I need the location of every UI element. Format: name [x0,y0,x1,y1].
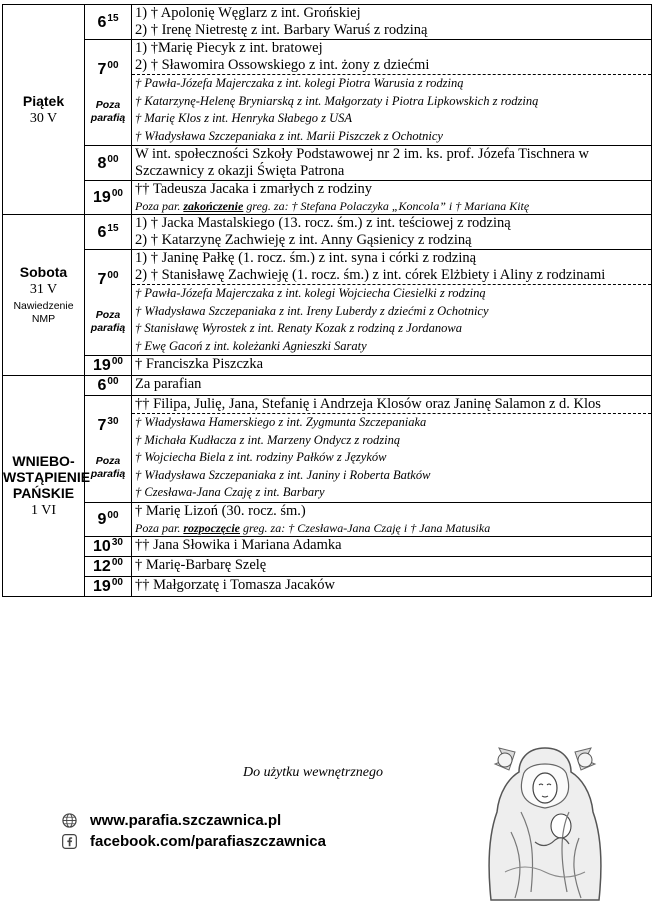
day-name: WNIEBO-WSTĄPIENIE PAŃSKIE [3,452,91,501]
mass-time-cell [85,502,132,536]
mass-time-cell [85,146,132,181]
mass-time-hour: 8 [97,154,107,172]
intention-line: 2) † Katarzynę Zachwieję z int. Anny Gąsienicy z rodziną [135,232,472,248]
intention-line: †† Tadeusza Jacaka i zmarłych z rodziny [135,181,373,197]
poza-parafia-item: † Pawła-Józefa Majerczaka z int. kolegi Piotra Warusia z rodziną [135,76,464,90]
mass-time-hour: 19 [93,189,111,206]
intention-line: Za parafian [135,376,202,392]
intentions-cell [132,556,652,576]
mass-time [97,61,118,78]
mass-time [97,14,118,31]
schedule-row [3,5,652,40]
poza-parafia-item: † Władysława Szczepaniaka z int. Ireny Luberdy z dziećmi z Ochotnicy [135,303,489,318]
facebook-link[interactable] [62,833,326,850]
poza-parafia-list [132,413,651,502]
mass-time [97,511,118,528]
mass-time-hour: 19 [93,357,111,374]
website-link[interactable] [62,812,281,829]
intention-line: †† Filipa, Julię, Jana, Stefanię i Andrzeja Klosów oraz Janinę Salamon z d. Klos [135,396,601,412]
note-text: greg. za: † Stefana Polaczyka „Koncola” i † Mariana Kitę [243,199,530,213]
madonna-icon-image [475,742,615,905]
mass-time [93,578,123,595]
mass-time-cell [85,536,132,556]
intentions-cell [132,502,652,536]
mass-time-hour: 19 [93,577,111,595]
intention-line: 1) †Marię Piecyk z int. bratowej [135,40,323,56]
intentions-cell [132,215,652,250]
intentions-cell [132,396,652,503]
day-date: 31 V [29,282,58,297]
mass-time-minute: 30 [111,536,123,548]
mass-time-minute: 00 [107,509,119,521]
mass-time-cell [85,40,132,146]
gregorian-note [132,520,651,536]
facebook-text[interactable]: facebook.com/parafiaszczawnica [90,833,326,850]
mass-time [93,558,123,575]
day-cell [3,376,91,597]
intention-line: 2) † Irenę Nietrestę z int. Barbary Waruś z rodziną [135,22,428,38]
schedule-row [3,356,652,376]
intentions-cell [132,376,652,396]
note-prefix: Poza par. [135,520,184,535]
note-prefix: Poza par. [135,199,184,213]
mass-time-hour: 6 [97,13,107,31]
mass-time-hour: 9 [97,510,107,528]
mass-time-hour: 6 [97,223,107,241]
internal-use-note: Do użytku wewnętrznego [243,765,383,780]
mass-time [97,155,118,172]
intention-line: †† Jana Słowika i Mariana Adamka [135,536,342,553]
schedule-row [3,396,652,503]
mass-time-cell [85,5,132,40]
poza-parafia-list [132,284,651,355]
mass-time [97,271,118,288]
schedule-row [3,536,652,556]
mass-time-cell [85,556,132,576]
intentions-cell [132,5,652,40]
day-name: Piątek [22,92,65,109]
schedule-row [3,556,652,576]
day-date: 1 VI [30,502,57,518]
note-text: greg. za: † Czesława-Jana Czaję i † Jana Matusika [240,520,491,535]
day-date: 30 V [29,110,58,126]
mass-time-minute: 15 [107,222,119,234]
mass-time [97,417,118,434]
poza-parafia-list [132,74,651,145]
poza-parafia-label: Poza parafią [90,309,126,334]
day-feast: Nawiedzenie NMP [13,300,74,325]
globe-icon [62,813,77,828]
intentions-cell [132,40,652,146]
poza-parafia-item: † Wojciecha Biela z int. rodziny Pałków z Języków [135,450,387,464]
poza-parafia-item: † Michała Kudłacza z int. Marzeny Ondycz z rodziną [135,432,401,447]
mass-time-minute: 00 [111,576,123,588]
day-cell [3,215,85,376]
mass-time-minute: 00 [107,376,119,387]
schedule-row [3,502,652,536]
intention-line: † Marię-Barbarę Szelę [135,556,267,573]
schedule-row [3,40,652,146]
mass-time-minute: 00 [111,188,123,199]
mass-time [93,357,123,374]
facebook-icon [62,834,77,849]
mass-time-cell [85,376,132,396]
poza-parafia-item: † Stanisławę Wyrostek z int. Renaty Kozak z rodziną z Jordanowa [135,321,462,335]
mass-time-cell [85,250,132,356]
mass-time [93,189,123,206]
poza-parafia-item: † Katarzynę-Helenę Bryniarską z int. Małgorzaty i Piotra Lipkowskich z rodziną [135,93,539,108]
poza-parafia-item: † Pawła-Józefa Majerczaka z int. kolegi Wojciecha Ciesielki z rodziną [135,286,486,300]
mass-time [97,377,118,394]
intention-line: 2) † Stanisławę Zachwieję (1. rocz. śm.) z int. córek Elżbiety i Aliny z rodzinami [135,267,606,283]
mass-time-minute: 30 [107,416,119,428]
mass-time [97,224,118,241]
mass-time-minute: 00 [111,356,123,367]
poza-parafia-item: † Marię Klos z int. Henryka Słabego z USA [135,111,352,125]
intention-line: †† Małgorzatę i Tomasza Jacaków [135,576,336,593]
schedule-row [3,181,652,215]
mass-time [93,538,123,555]
poza-parafia-label: Poza parafią [90,99,126,124]
mass-time-minute: 00 [111,556,123,568]
intention-line: 1) † Janinę Pałkę (1. rocz. śm.) z int. syna i córki z rodziną [135,250,477,266]
schedule-row [3,376,652,396]
mass-time-cell [85,356,132,376]
intention-line: † Franciszka Piszczka [135,356,264,372]
poza-parafia-item: † Czesława-Jana Czaję z int. Barbary [135,485,325,499]
intentions-cell [132,356,652,376]
note-emphasis: rozpoczęcie [183,520,240,535]
mass-time-hour: 7 [97,417,107,435]
poza-parafia-item: † Władysława Hamerskiego z int. Zygmunta Szczepaniaka [135,415,427,429]
intention-line: † Marię Lizoń (30. rocz. śm.) [135,502,306,519]
poza-parafia-item: † Władysława Szczepaniaka z int. Marii Piszczek z Ochotnicy [135,128,443,143]
website-text[interactable]: www.parafia.szczawnica.pl [90,812,282,829]
schedule-row [3,146,652,181]
mass-schedule-table [2,4,652,597]
intentions-cell [132,146,652,181]
poza-parafia-label: Poza parafią [90,455,126,481]
day-cell [3,5,85,215]
intentions-cell [132,576,652,596]
mass-time-hour: 6 [97,377,107,394]
intentions-cell [132,181,652,215]
intentions-cell [132,250,652,356]
schedule-row [3,215,652,250]
mass-time-cell [85,576,132,596]
day-name: Sobota [19,264,68,280]
intentions-cell [132,536,652,556]
intention-line: W int. społeczności Szkoły Podstawowej nr 2 im. ks. prof. Józefa Tischnera w Szczawnicy z okazji Święta Patrona [135,146,590,179]
mass-time-cell [85,396,132,503]
mass-time-minute: 15 [107,12,119,24]
mass-time-minute: 00 [107,153,119,165]
schedule-row [3,576,652,596]
intention-line: 1) † Apolonię Węglarz z int. Grońskiej [135,5,361,21]
mass-time-hour: 12 [93,557,111,575]
intention-line: 2) † Sławomira Ossowskiego z int. żony z dziećmi [135,57,430,73]
poza-parafia-item: † Ewę Gacoń z int. koleżanki Agnieszki Saraty [135,338,367,353]
mass-time-cell [85,215,132,250]
mass-time-minute: 00 [107,60,119,71]
intention-line: 1) † Jacka Mastalskiego (13. rocz. śm.) z int. teściowej z rodziną [135,215,511,231]
gregorian-note [132,198,651,214]
mass-time-hour: 10 [93,537,111,555]
mass-time-minute: 00 [107,270,119,281]
poza-parafia-item: † Władysława Szczepaniaka z int. Janiny i Roberta Batków [135,467,431,482]
mass-time-hour: 7 [97,61,107,78]
mass-time-cell [85,181,132,215]
mass-time-hour: 7 [97,271,107,288]
note-emphasis: zakończenie [183,199,244,213]
schedule-row [3,250,652,356]
